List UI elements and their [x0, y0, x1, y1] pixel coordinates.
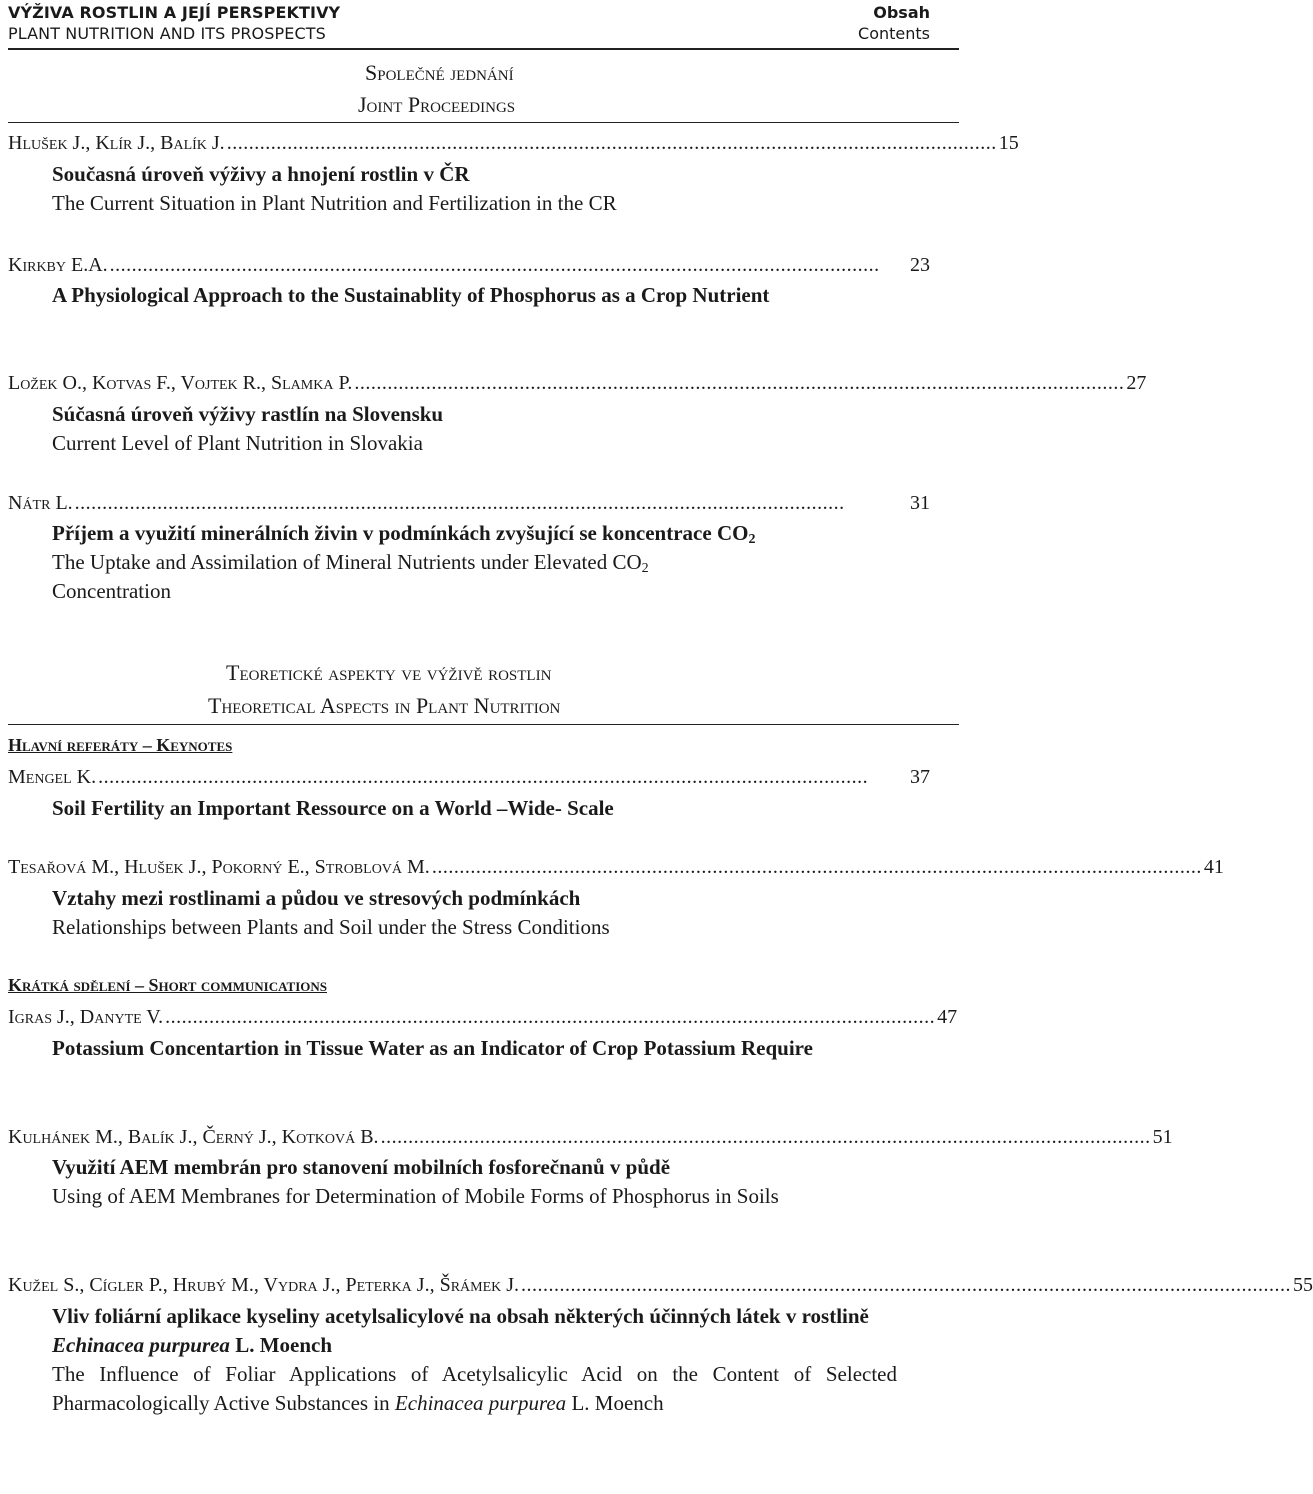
dot-leader: ............................................................................................................................................: [165, 1006, 936, 1028]
title-text: Příjem a využití minerálních živin v podmínkách zvyšující se koncentrace CO: [52, 521, 749, 545]
entry-authors: Tesařová M., Hlušek J., Pokorný E., Stroblová M.: [8, 856, 430, 878]
header-rule: [8, 48, 959, 50]
entry-title-primary: [52, 1302, 882, 1360]
toc-entry-authors[interactable]: [8, 250, 930, 280]
section-label-cs: Obsah: [873, 3, 930, 22]
entry-page-number: 27: [1126, 372, 1147, 394]
dot-leader: ............................................................................................................................................: [74, 492, 845, 514]
toc-entry-authors[interactable]: [8, 368, 1147, 398]
title-text: Vliv foliární aplikace kyseliny acetylsalicylové na obsah některých účinných látek v rostlině: [52, 1304, 869, 1328]
title-text: Concentration: [52, 579, 171, 603]
entry-title-primary: Soil Fertility an Important Ressource on a World –Wide- Scale: [52, 796, 614, 820]
entry-title-primary: Současná úroveň výživy a hnojení rostlin v ČR: [52, 162, 470, 186]
entry-authors: Kulhánek M., Balík J., Černý J., Kotková B.: [8, 1126, 379, 1148]
entry-page-number: 41: [1203, 856, 1224, 878]
running-header: [8, 3, 930, 47]
entry-page-number: 55: [1293, 1274, 1313, 1296]
book-title-cs: VÝŽIVA ROSTLIN A JEJÍ PERSPEKTIVY: [8, 3, 341, 22]
entry-title-secondary: The Current Situation in Plant Nutrition and Fertilization in the CR: [52, 191, 617, 215]
entry-authors: Nátr L.: [8, 492, 73, 514]
title-text: The Influence of Foliar Applications of Acetylsalicylic Acid on the Content of Selected Pharmacologically Active Substances in: [52, 1362, 897, 1415]
entry-page-number: 47: [937, 1006, 958, 1028]
toc-entry-authors[interactable]: [8, 488, 930, 518]
entry-page-number: 15: [998, 132, 1019, 154]
title-text: The Uptake and Assimilation of Mineral Nutrients under Elevated CO: [52, 550, 642, 574]
dot-leader: ............................................................................................................................................: [109, 254, 880, 276]
toc-entry-authors[interactable]: [8, 128, 1019, 158]
dot-leader: ............................................................................................................................................: [226, 132, 997, 154]
species-name: Echinacea purpurea: [52, 1333, 230, 1357]
entry-title-primary: Vztahy mezi rostlinami a půdou ve stresových podmínkách: [52, 886, 581, 910]
dot-leader: ............................................................................................................................................: [431, 856, 1202, 878]
dot-leader: ............................................................................................................................................: [521, 1274, 1292, 1296]
entry-title-primary: Využití AEM membrán pro stanovení mobilních fosforečnanů v půdě: [52, 1155, 671, 1179]
entry-page-number: 31: [910, 492, 930, 514]
dot-leader: ............................................................................................................................................: [98, 766, 869, 788]
section-title-theory-cs: Teoretické aspekty ve výživě rostlin: [226, 660, 552, 685]
toc-entry-authors[interactable]: [8, 1002, 958, 1032]
entry-authors: Hlušek J., Klír J., Balík J.: [8, 132, 225, 154]
entry-title-primary: [52, 519, 912, 548]
section-title-joint-cs: Společné jednání: [365, 60, 514, 85]
dot-leader: ............................................................................................................................................: [354, 372, 1125, 394]
entry-page-number: 51: [1152, 1126, 1173, 1148]
entry-title-secondary: Using of AEM Membranes for Determination of Mobile Forms of Phosphorus in Soils: [52, 1184, 779, 1208]
title-text: L. Moench: [566, 1391, 664, 1415]
entry-authors: Mengel K.: [8, 766, 97, 788]
entry-page-number: 23: [910, 254, 930, 276]
subscript: 2: [641, 561, 649, 576]
toc-entry-authors[interactable]: [8, 762, 930, 792]
toc-entry-authors[interactable]: [8, 1270, 1313, 1300]
dot-leader: ............................................................................................................................................: [380, 1126, 1151, 1148]
subheading-short-communications: Krátká sdělení – Short communications: [8, 975, 328, 995]
entry-authors: Kirkby E.A.: [8, 254, 108, 276]
toc-entry-authors[interactable]: [8, 852, 1224, 882]
entry-title-primary: Súčasná úroveň výživy rastlín na Slovensku: [52, 402, 444, 426]
subheading-keynotes: Hlavní referáty – Keynotes: [8, 735, 233, 755]
entry-authors: Kužel S., Cígler P., Hrubý M., Vydra J., Peterka J., Šrámek J.: [8, 1274, 520, 1296]
toc-entry-authors[interactable]: [8, 1122, 1173, 1152]
entry-authors: Ložek O., Kotvas F., Vojtek R., Slamka P.: [8, 372, 353, 394]
entry-title-secondary: [52, 1360, 897, 1418]
entry-page-number: 37: [910, 766, 930, 788]
section-title-theory-en: Theoretical Aspects in Plant Nutrition: [208, 693, 561, 718]
section-rule-joint: [8, 122, 959, 123]
title-text: L. Moench: [229, 1333, 333, 1357]
entry-title-secondary: Current Level of Plant Nutrition in Slovakia: [52, 431, 423, 455]
section-rule-theory: [8, 724, 959, 725]
entry-title-primary: Potassium Concentartion in Tissue Water as an Indicator of Crop Potassium Require: [52, 1036, 813, 1060]
entry-title-primary: A Physiological Approach to the Sustainablity of Phosphorus as a Crop Nutrient: [52, 283, 770, 307]
entry-authors: Igras J., Danyte V.: [8, 1006, 164, 1028]
species-name: Echinacea purpurea: [394, 1391, 567, 1415]
entry-title-secondary: [52, 548, 897, 606]
section-label-en: Contents: [858, 24, 930, 43]
entry-title-secondary: Relationships between Plants and Soil under the Stress Conditions: [52, 915, 610, 939]
book-title-en: PLANT NUTRITION AND ITS PROSPECTS: [8, 24, 326, 43]
section-title-joint-en: Joint Proceedings: [358, 92, 516, 117]
subscript: 2: [748, 532, 756, 547]
